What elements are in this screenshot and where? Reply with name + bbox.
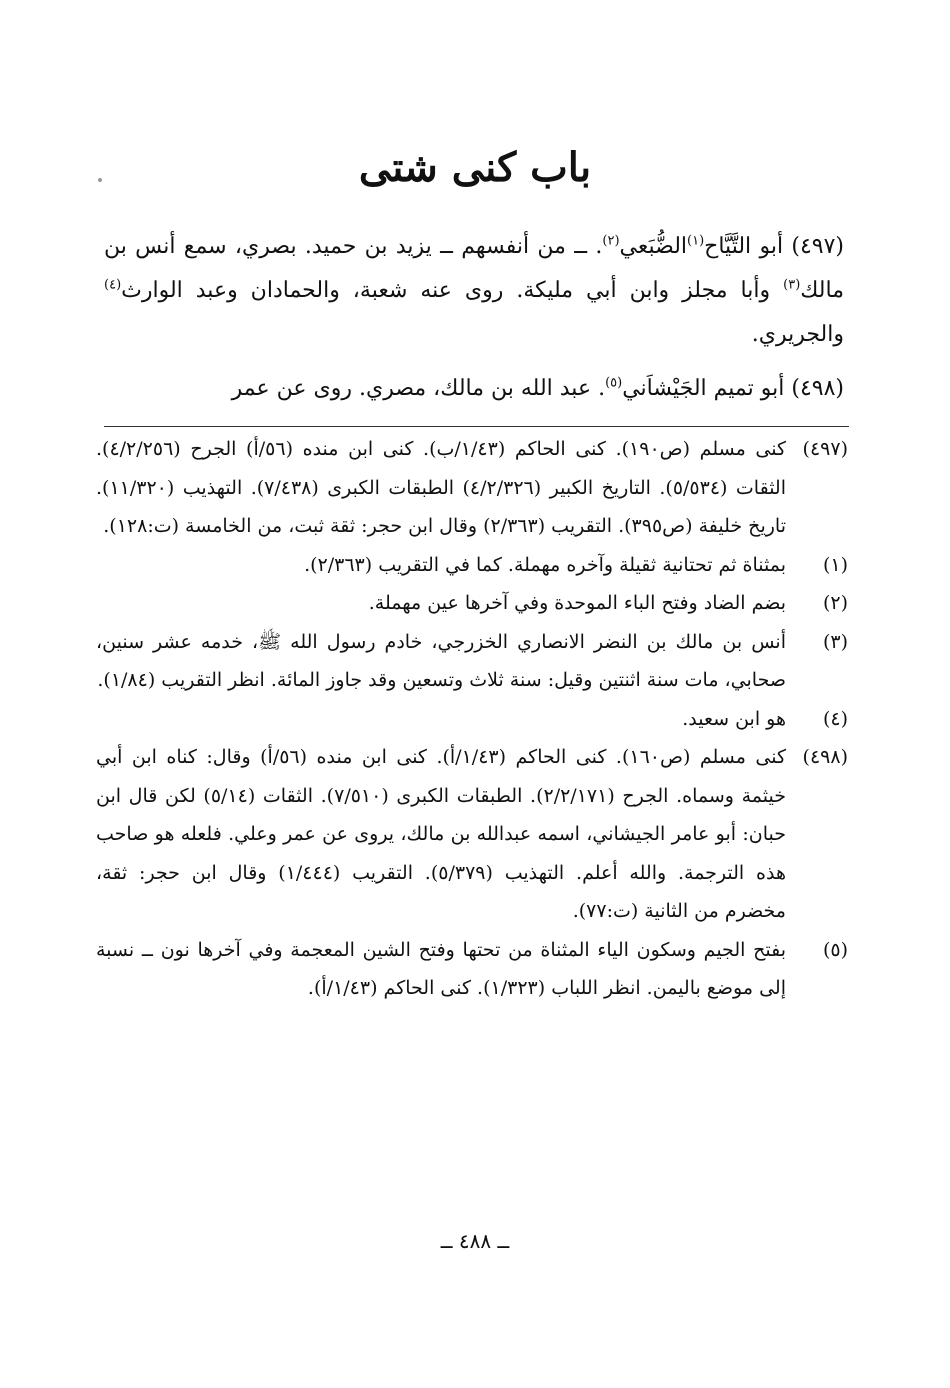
footnotes [96,430,848,1008]
entry-text: والجريري. [751,322,844,347]
footnote [96,700,848,739]
footnote [96,430,848,546]
footnote-number: (٢) [822,592,848,614]
footnote-text: بفتح الجيم وسكون الياء المثناة من تحتها وفتح الشين المعجمة وفي آخرها نون ــ نسبة إلى موضع باليمن. انظر اللباب (١/٣٢٣). كنى الحاكم (١/٤٣/أ). [96,938,786,999]
footnote-number: (٥) [822,938,848,961]
footnote-divider [104,426,849,427]
footnote-number: (٣) [822,630,848,653]
entry-text: . عبد الله بن مالك، مصري. روى عن عمر [231,376,606,401]
footnote-text: كنى مسلم (ص١٩٠). كنى الحاكم (١/٤٣/ب). كنى ابن منده (٥٦/أ) الجرح (٤/٢/٢٥٦). الثقات (٥/٥٣٤). التاريخ الكبير (٤/٢/٣٢٦) الطبقات الكبرى (٧/٤٣٨). التهذيب (١١/٣٢٠). تاريخ خليفة (ص٣٩٥). التقريب (٢/٣٦٣) وقال ابن حجر: ثقة ثبت، من الخامسة (ت:١٢٨). [96,438,787,537]
footnote-number: (٤) [822,707,848,730]
footnote-ref[interactable]: (٢) [602,233,620,249]
footnote-text: بضم الضاد وفتح الباء الموحدة وفي آخرها عين مهملة. [368,592,786,614]
page-number: ــ ٤٨٨ ــ [440,1229,510,1253]
entry-text: أبو التَّيَّاح [704,234,784,259]
footnote-ref[interactable]: (٣) [783,277,801,293]
footnote [96,623,848,700]
footnote-number: (٤٩٧) [802,438,848,460]
footnote-number: (٤٩٨) [802,746,848,768]
chapter-title: باب كنى شتى [358,144,592,191]
entry-number: (٤٩٧) [791,234,845,259]
footnote-ref[interactable]: (٤) [104,277,122,293]
entry-number: (٤٩٨) [791,376,844,401]
footnote-ref[interactable]: (٥) [605,375,623,391]
footnote-text: كنى مسلم (ص١٦٠). كنى الحاكم (١/٤٣/أ). كنى ابن منده (٥٦/أ) وقال: كناه ابن أبي خيثمة وسماه. الجرح (٢/٢/١٧١). الطبقات الكبرى (٧/٥١٠). الثقات (٥/١٤) لكن قال ابن حبان: أبو عامر الجيشاني، اسمه عبدالله بن مالك، يروى عن عمر وعلي. فلعله هو صاحب هذه الترجمة. والله أعلم. التهذيب (٥/٣٧٩). التقريب (١/٤٤٤) وقال ابن حجر: ثقة، مخضرم من الثانية (ت:٧٧). [96,746,787,922]
footnote-number: (١) [822,553,848,576]
footnote [96,931,848,1008]
entry-text: وأبا مجلز وابن أبي مليكة. روى عنه شعبة، والحمادان وعبد الوارث [121,278,784,303]
footnote [96,584,848,623]
footnote-text: بمثناة ثم تحتانية ثقيلة وآخره مهملة. كما في التقريب (٢/٣٦٣). [304,553,786,576]
entry-text: . ــ من أنفسهم ــ يزيد بن حميد. بصري، سمع أنس بن مالك [104,234,844,303]
footnote [96,546,848,585]
footnote-text: هو ابن سعيد. [682,707,786,730]
footnote-text: أنس بن مالك بن النضر الانصاري الخزرجي، خادم رسول الله ﷺ، خدمه عشر سنين، صحابي، مات سنة اثنتين وقيل: سنة ثلاث وتسعين وقد جاوز المائة. انظر التقريب (١/٨٤). [96,630,786,691]
entry-497 [104,225,844,357]
main-text [104,225,844,421]
footnote [96,738,848,931]
entry-text: أبو تميم الجَيْشاَني [622,376,785,401]
entry-text: الضُّبَعي [619,234,688,259]
footnote-ref[interactable]: (١) [687,233,705,249]
entry-498 [104,367,844,411]
